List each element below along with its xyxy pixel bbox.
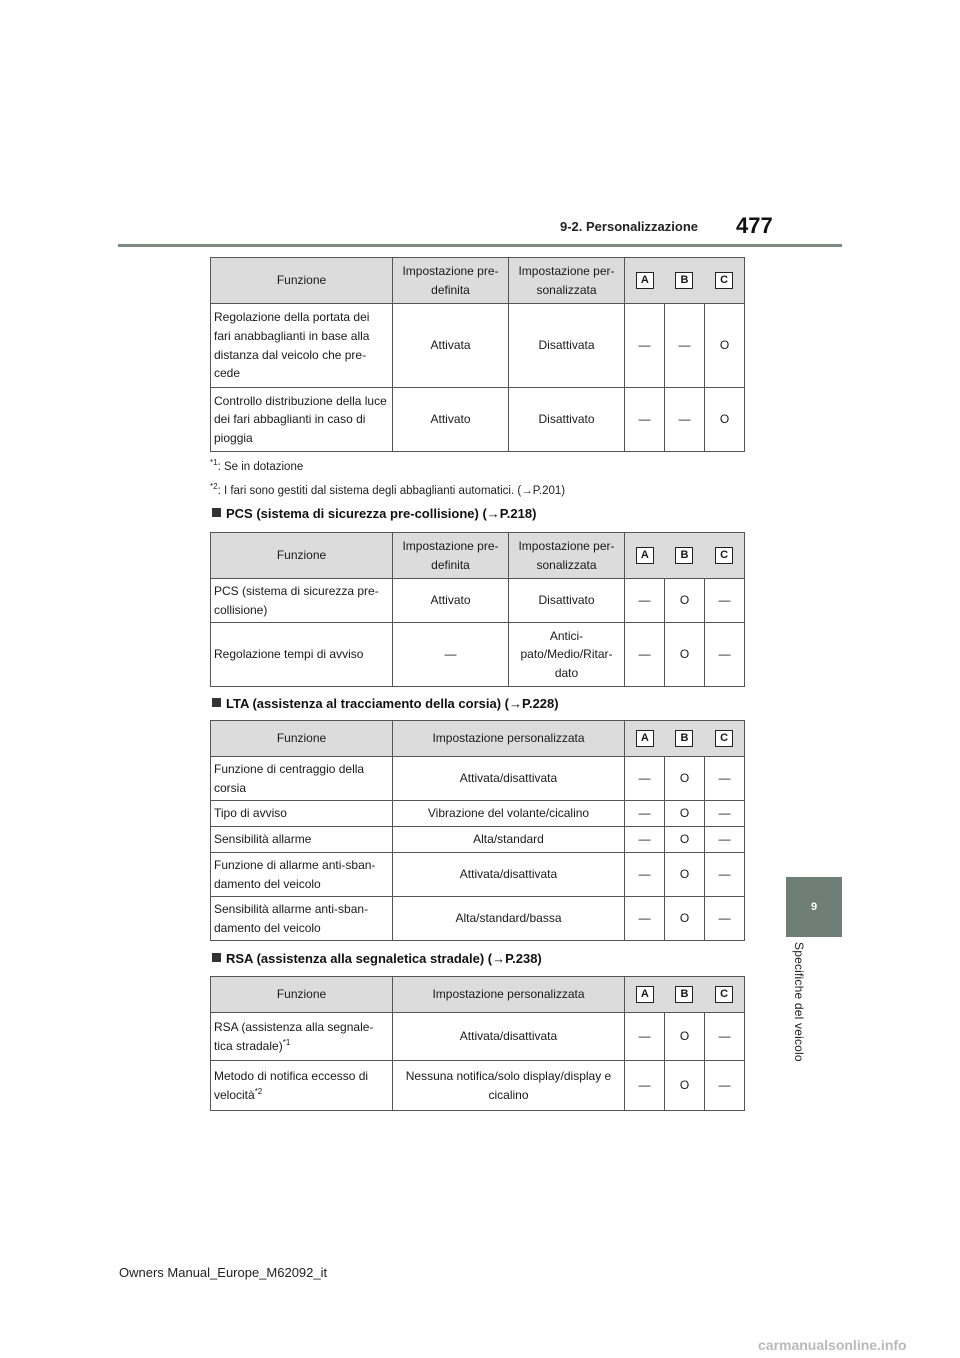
col-personalizzata: Impostazione per-sonalizzata (509, 533, 625, 579)
cell-personalizzata: Alta/standard (393, 827, 625, 853)
cell-b: O (665, 897, 705, 941)
pcs-settings-table (210, 532, 745, 687)
table-row (211, 757, 745, 801)
table-row (211, 579, 745, 623)
cell-b: O (665, 623, 705, 687)
col-abc (625, 977, 745, 1013)
label-c-icon: C (715, 730, 733, 747)
label-a-icon: A (636, 272, 654, 289)
chapter-tab: 9 (786, 877, 842, 937)
table-row (211, 827, 745, 853)
cell-predefinita: — (393, 623, 509, 687)
cell-b: O (665, 1013, 705, 1061)
cell-funzione: PCS (sistema di sicurezza pre-collisione) (211, 579, 393, 623)
col-funzione: Funzione (211, 533, 393, 579)
cell-b: O (665, 853, 705, 897)
cell-personalizzata: Nessuna notifica/solo display/display e cicalino (393, 1061, 625, 1111)
section-title: 9-2. Personalizzazione (560, 219, 698, 234)
cell-funzione (211, 1061, 393, 1111)
label-b-icon: B (675, 272, 693, 289)
cell-b: O (665, 579, 705, 623)
footnote-mark: *1 (210, 458, 218, 467)
rsa-settings-table (210, 976, 745, 1111)
cell-c: — (705, 579, 745, 623)
cell-predefinita: Attivata (393, 304, 509, 388)
label-b-icon: B (675, 986, 693, 1003)
cell-c: — (705, 801, 745, 827)
cell-a: — (625, 801, 665, 827)
cell-funzione: Funzione di centraggio della corsia (211, 757, 393, 801)
section-heading-pcs (212, 506, 536, 521)
label-c-icon: C (715, 272, 733, 289)
col-personalizzata: Impostazione per-sonalizzata (509, 258, 625, 304)
col-abc (625, 258, 745, 304)
label-a-icon: A (636, 730, 654, 747)
cell-a: — (625, 1013, 665, 1061)
headlight-settings-table (210, 257, 745, 452)
col-personalizzata: Impostazione personalizzata (393, 977, 625, 1013)
chapter-label: Specifiche del veicolo (792, 942, 806, 1062)
col-abc (625, 721, 745, 757)
cell-b: — (665, 304, 705, 388)
square-bullet-icon (212, 508, 221, 517)
cell-c: — (705, 757, 745, 801)
cell-personalizzata: Antici-pato/Medio/Ritar-dato (509, 623, 625, 687)
cell-personalizzata: Disattivato (509, 579, 625, 623)
cell-personalizzata: Disattivato (509, 388, 625, 452)
cell-b: — (665, 388, 705, 452)
cell-personalizzata: Attivata/disattivata (393, 853, 625, 897)
table-header-row (211, 533, 745, 579)
col-predefinita: Impostazione pre-definita (393, 258, 509, 304)
cell-a: — (625, 757, 665, 801)
section-heading-lta (212, 696, 559, 711)
cell-funzione: Sensibilità allarme (211, 827, 393, 853)
section-heading-text: PCS (sistema di sicurezza pre-collisione) (→P.218) (226, 506, 537, 521)
table-header-row (211, 977, 745, 1013)
cell-a: — (625, 897, 665, 941)
cell-funzione: Funzione di allarme anti-sban-damento del veicolo (211, 853, 393, 897)
cell-predefinita: Attivato (393, 579, 509, 623)
table-row (211, 1013, 745, 1061)
section-heading-text: RSA (assistenza alla segnaletica stradale) (→P.238) (226, 951, 542, 966)
cell-personalizzata: Attivata/disattivata (393, 757, 625, 801)
cell-personalizzata: Alta/standard/bassa (393, 897, 625, 941)
table-row (211, 1061, 745, 1111)
watermark: carmanualsonline.info (758, 1337, 907, 1353)
header-rule (118, 244, 842, 247)
cell-a: — (625, 304, 665, 388)
lta-settings-table (210, 720, 745, 941)
section-heading-text: LTA (assistenza al tracciamento della corsia) (→P.228) (226, 696, 559, 711)
cell-funzione: Regolazione tempi di avviso (211, 623, 393, 687)
label-b-icon: B (675, 730, 693, 747)
footnote-ref: *2 (254, 1086, 263, 1096)
footnote-ref: *1 (282, 1037, 291, 1047)
table-row (211, 897, 745, 941)
table-row (211, 388, 745, 452)
table-row (211, 304, 745, 388)
footnote-mark: *2 (210, 482, 218, 491)
footnote-text: : Se in dotazione (217, 460, 304, 473)
cell-funzione: Controllo distribuzione della luce dei fari abbaglianti in caso di pioggia (211, 388, 393, 452)
cell-a: — (625, 853, 665, 897)
table-header-row (211, 258, 745, 304)
footnote-text: : I fari sono gestiti dal sistema degli abbaglianti automatici. (→P.201) (217, 484, 566, 497)
cell-c: — (705, 853, 745, 897)
cell-b: O (665, 1061, 705, 1111)
section-heading-rsa (212, 951, 542, 966)
col-predefinita: Impostazione pre-definita (393, 533, 509, 579)
cell-c: — (705, 1013, 745, 1061)
footer-doc-id: Owners Manual_Europe_M62092_it (119, 1265, 328, 1280)
col-funzione: Funzione (211, 721, 393, 757)
cell-c: — (705, 827, 745, 853)
square-bullet-icon (212, 698, 221, 707)
col-funzione: Funzione (211, 977, 393, 1013)
footnote-2 (210, 482, 565, 497)
footnote-1 (210, 458, 303, 473)
table-row (211, 801, 745, 827)
label-c-icon: C (715, 986, 733, 1003)
cell-a: — (625, 388, 665, 452)
label-b-icon: B (675, 547, 693, 564)
cell-personalizzata: Attivata/disattivata (393, 1013, 625, 1061)
table-row (211, 853, 745, 897)
cell-c: O (705, 304, 745, 388)
cell-funzione-text: Metodo di notifica eccesso di velocità (214, 1068, 369, 1102)
col-personalizzata: Impostazione personalizzata (393, 721, 625, 757)
cell-b: O (665, 827, 705, 853)
cell-funzione-text: RSA (assistenza alla segnale-tica stradale) (214, 1019, 374, 1053)
cell-personalizzata: Disattivata (509, 304, 625, 388)
label-c-icon: C (715, 547, 733, 564)
page-number: 477 (736, 213, 773, 238)
cell-c: — (705, 1061, 745, 1111)
cell-a: — (625, 1061, 665, 1111)
cell-b: O (665, 757, 705, 801)
cell-personalizzata: Vibrazione del volante/cicalino (393, 801, 625, 827)
cell-a: — (625, 579, 665, 623)
label-a-icon: A (636, 547, 654, 564)
col-abc (625, 533, 745, 579)
table-header-row (211, 721, 745, 757)
cell-funzione: Regolazione della portata dei fari anabbaglianti in base alla distanza dal veicolo che pre-cede (211, 304, 393, 388)
square-bullet-icon (212, 953, 221, 962)
col-funzione: Funzione (211, 258, 393, 304)
cell-b: O (665, 801, 705, 827)
cell-a: — (625, 827, 665, 853)
cell-c: — (705, 897, 745, 941)
cell-c: O (705, 388, 745, 452)
label-a-icon: A (636, 986, 654, 1003)
cell-a: — (625, 623, 665, 687)
cell-funzione (211, 1013, 393, 1061)
cell-funzione: Sensibilità allarme anti-sban-damento del veicolo (211, 897, 393, 941)
table-row (211, 623, 745, 687)
cell-c: — (705, 623, 745, 687)
cell-funzione: Tipo di avviso (211, 801, 393, 827)
cell-predefinita: Attivato (393, 388, 509, 452)
